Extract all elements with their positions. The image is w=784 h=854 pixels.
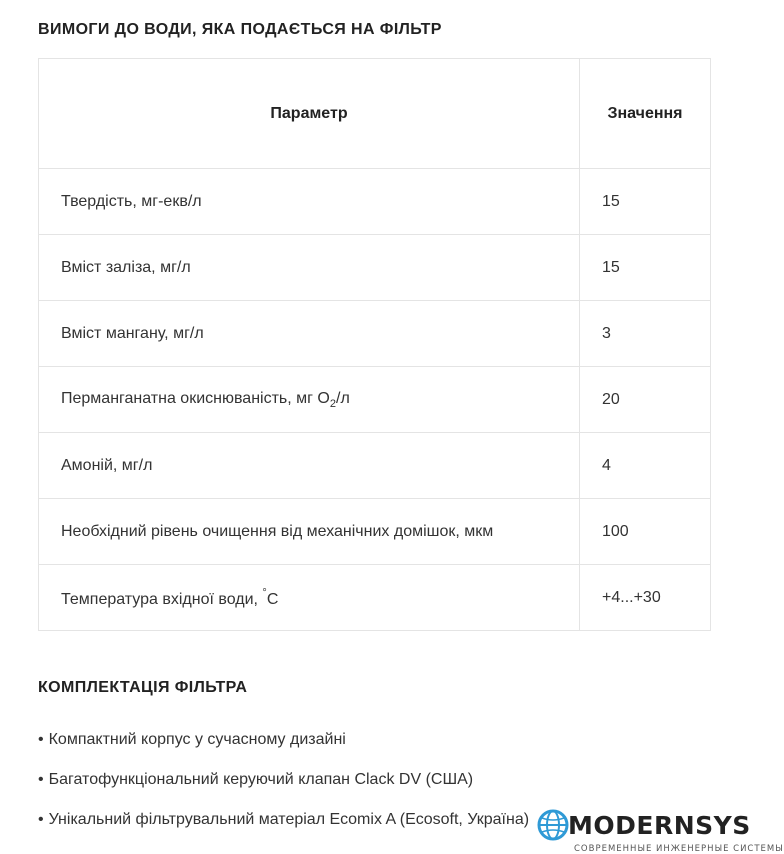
list-item: • Компактний корпус у сучасному дизайні	[38, 727, 529, 767]
row-iron-param: Вміст заліза, мг/л	[39, 235, 580, 301]
row-iron-value: 15	[580, 235, 711, 301]
row-temperature-value: +4...+30	[580, 565, 711, 631]
header-value: Значення	[580, 59, 711, 169]
row-permanganate-value: 20	[580, 367, 711, 433]
permanganate-unit: /л	[336, 389, 350, 407]
table-row	[39, 169, 711, 235]
row-filtration-value: 100	[580, 499, 711, 565]
table-row	[39, 235, 711, 301]
kit-heading: КОМПЛЕКТАЦІЯ ФІЛЬТРА	[38, 679, 248, 696]
table-row	[39, 367, 711, 433]
watermark-tagline: СОВРЕМЕННЫЕ ИНЖЕНЕРНЫЕ СИСТЕМЫ	[574, 844, 784, 854]
permanganate-subscript: 2	[329, 397, 336, 410]
kit-list	[38, 727, 529, 847]
header-parameter: Параметр	[39, 59, 580, 169]
row-permanganate-param	[39, 367, 580, 433]
requirements-heading: ВИМОГИ ДО ВОДИ, ЯКА ПОДАЄТЬСЯ НА ФІЛЬТР	[38, 21, 442, 38]
table-row	[39, 301, 711, 367]
table-row	[39, 565, 711, 631]
row-manganese-param: Вміст мангану, мг/л	[39, 301, 580, 367]
temperature-unit: С	[266, 590, 279, 608]
row-ammonium-param: Амоній, мг/л	[39, 433, 580, 499]
watermark-logo	[536, 808, 784, 854]
temperature-label: Температура вхідної води,	[61, 590, 263, 608]
table-header-row	[39, 59, 711, 169]
permanganate-label: Перманганатна окиснюваність, мг O	[61, 389, 330, 407]
degree-sign: °	[262, 586, 267, 599]
row-manganese-value: 3	[580, 301, 711, 367]
requirements-table	[38, 58, 711, 631]
table-row	[39, 433, 711, 499]
row-temperature-param	[39, 565, 580, 631]
row-ammonium-value: 4	[580, 433, 711, 499]
list-item: • Багатофункціональний керуючий клапан Clack DV (США)	[38, 767, 529, 807]
row-hardness-param: Твердість, мг-екв/л	[39, 169, 580, 235]
watermark-name: MODERNSYS	[568, 810, 751, 840]
row-hardness-value: 15	[580, 169, 711, 235]
globe-icon	[536, 808, 570, 842]
row-filtration-param: Необхідний рівень очищення від механічних домішок, мкм	[39, 499, 580, 565]
list-item: • Унікальний фільтрувальний матеріал Ecomix A (Ecosoft, Україна)	[38, 807, 529, 847]
table-row	[39, 499, 711, 565]
